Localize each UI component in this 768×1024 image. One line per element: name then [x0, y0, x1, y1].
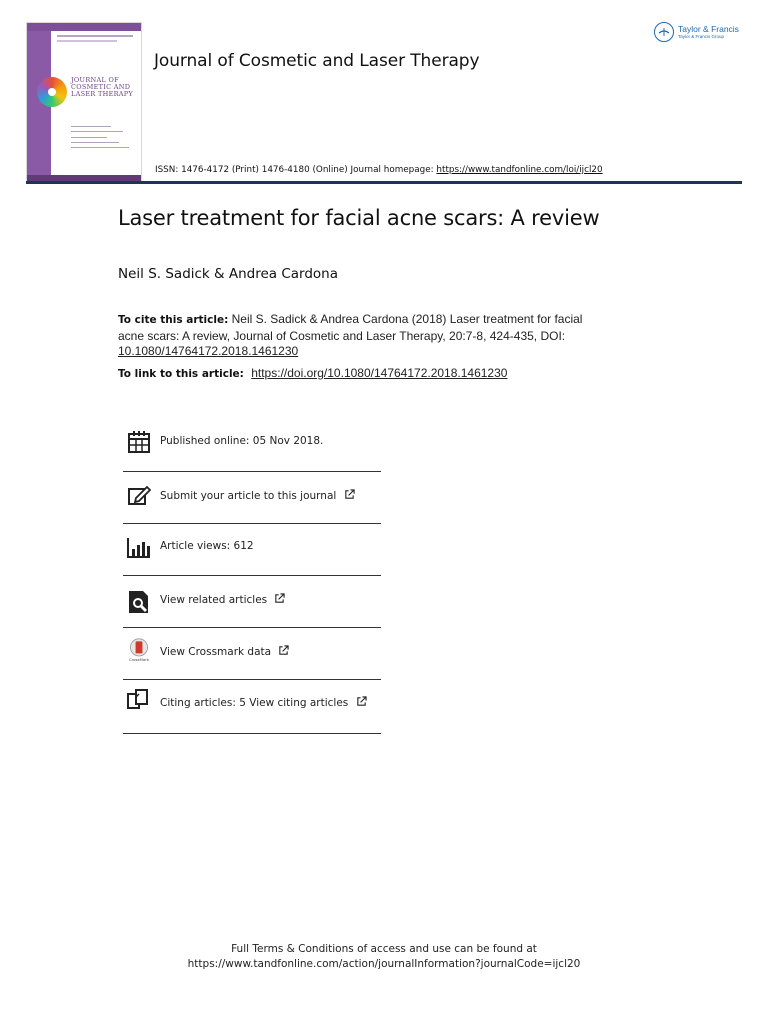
journal-title: Journal of Cosmetic and Laser Therapy	[154, 51, 480, 71]
article-info-list	[123, 420, 381, 734]
related-articles-link[interactable]	[160, 593, 285, 606]
external-link-icon	[344, 489, 355, 500]
crossmark-label: View Crossmark data	[160, 646, 272, 658]
journal-cover-image	[26, 22, 142, 182]
cover-text-line	[57, 35, 133, 37]
external-link-icon	[356, 696, 367, 707]
cover-top-bar	[27, 23, 141, 31]
terms-text: Full Terms & Conditions of access and use can be found at	[231, 943, 537, 955]
document-search-icon	[127, 590, 151, 614]
cover-text-line	[71, 147, 129, 148]
link-label: To link to this article:	[118, 368, 244, 380]
publisher-name: Taylor & Francis	[678, 24, 739, 34]
submit-article-label: Submit your article to this journal	[160, 490, 337, 502]
edit-icon	[127, 484, 151, 508]
cite-label: To cite this article:	[118, 314, 229, 326]
article-title: Laser treatment for facial acne scars: A review	[118, 206, 600, 230]
cover-title: JOURNAL OF COSMETIC AND LASER THERAPY	[71, 76, 134, 98]
cite-text: Neil S. Sadick & Andrea Cardona (2018) Laser treatment for facial acne scars: A review, Journal of Cosmetic and Laser Therapy, 20:7-8, 424-435, DOI:	[118, 312, 583, 343]
cover-text-line	[71, 137, 107, 138]
cover-text-line	[71, 131, 123, 132]
crossmark-logo-text: CrossMark	[128, 657, 150, 662]
cover-text-line	[71, 142, 119, 143]
article-authors: Neil S. Sadick & Andrea Cardona	[118, 266, 339, 282]
crossmark-row[interactable]	[123, 628, 381, 680]
publisher-logo-icon	[654, 22, 674, 42]
publisher-logo[interactable]	[654, 22, 739, 42]
related-articles-row[interactable]	[123, 576, 381, 628]
cover-text-line	[57, 40, 117, 42]
citing-articles-icon	[127, 688, 151, 712]
crossmark-icon	[127, 638, 151, 662]
crossmark-link[interactable]	[160, 645, 289, 658]
issn-line	[155, 165, 603, 175]
citing-articles-label: Citing articles: 5 View citing articles	[160, 697, 349, 709]
journal-homepage-link[interactable]: https://www.tandfonline.com/loi/ijcl20	[436, 165, 603, 175]
issn-text: ISSN: 1476-4172 (Print) 1476-4180 (Online) Journal homepage:	[155, 165, 434, 175]
published-online-row	[123, 420, 381, 472]
article-link-block	[118, 366, 507, 380]
citation-block	[118, 312, 588, 360]
external-link-icon	[278, 645, 289, 656]
cite-doi-link[interactable]: 10.1080/14764172.2018.1461230	[118, 344, 299, 358]
submit-article-row[interactable]	[123, 472, 381, 524]
bar-chart-icon	[127, 536, 151, 560]
article-views-text: Article views: 612	[160, 540, 254, 552]
calendar-icon	[127, 430, 151, 454]
header-divider-thick	[26, 182, 742, 184]
citing-articles-link[interactable]	[160, 696, 367, 709]
cover-color-wheel	[37, 77, 67, 107]
submit-article-link[interactable]	[160, 489, 355, 502]
terms-footer	[0, 942, 768, 972]
article-views-row	[123, 524, 381, 576]
citing-articles-row[interactable]	[123, 680, 381, 734]
cover-text-line	[71, 126, 111, 127]
related-articles-label: View related articles	[160, 594, 268, 606]
terms-link[interactable]: https://www.tandfonline.com/action/journalInformation?journalCode=ijcl20	[187, 958, 581, 970]
publisher-group: Taylor & Francis Group	[678, 33, 725, 39]
external-link-icon	[274, 593, 285, 604]
published-online-text: Published online: 05 Nov 2018.	[160, 435, 324, 447]
article-doi-link[interactable]: https://doi.org/10.1080/14764172.2018.1461230	[251, 366, 508, 380]
